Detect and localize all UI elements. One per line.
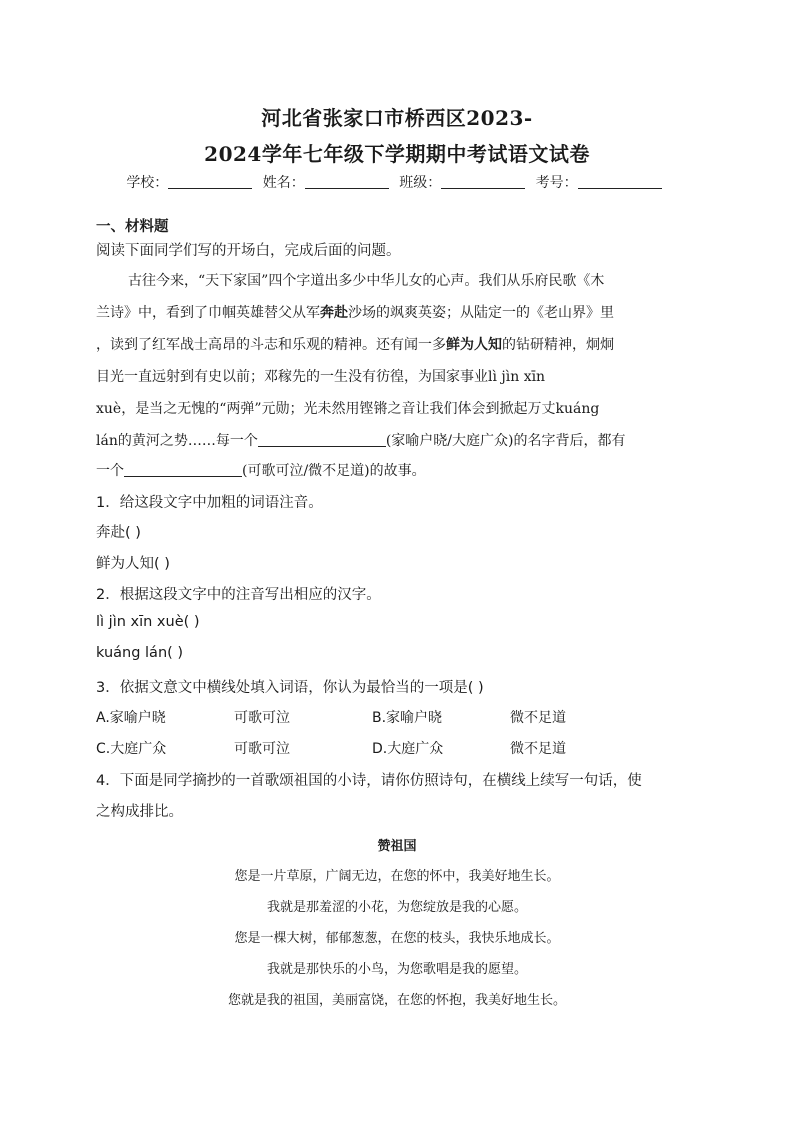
poem-line-4: 我就是那快乐的小鸟，为您歌唱是我的愿望。 [266, 962, 527, 977]
name-blank[interactable] [305, 174, 389, 189]
question-3: 3．依据文意文中横线处填入词语，你认为最恰当的一项是( ) [96, 680, 484, 696]
exam-no-blank[interactable] [578, 174, 662, 189]
poem-line-2: 我就是那羞涩的小花，为您绽放是我的心愿。 [266, 900, 527, 915]
question-4-line2: 之构成排比。 [96, 804, 183, 820]
option-a-word2: 可歌可泣 [234, 710, 290, 726]
question-4-line1: 4．下面是同学摘抄的一首歌颂祖国的小诗，请你仿照诗句，在横线上续写一句话，使 [96, 773, 642, 789]
passage-line-7 [96, 460, 426, 480]
name-label: 姓名： [262, 175, 305, 191]
poem-line-5: 您就是我的祖国，美丽富饶，在您的怀抱，我美好地生长。 [227, 993, 566, 1008]
passage-line-3 [96, 334, 614, 354]
question-2: 2．根据这段文字中的注音写出相应的汉字。 [96, 587, 381, 603]
passage-text: ，读到了红军战士高昂的斗志和乐观的精神。还有闻一多 [96, 337, 446, 353]
fill-blank-1[interactable] [258, 433, 386, 447]
poem-line-1: 您是一片草原，广阔无边，在您的怀中，我美好地生长。 [234, 869, 560, 884]
q2-item-lijinxinxue: lì jìn xīn xuè( ) [96, 614, 200, 630]
bold-word-benfu: 奔赴 [320, 305, 348, 321]
class-blank[interactable] [441, 174, 525, 189]
section-intro: 阅读下面同学们写的开场白，完成后面的问题。 [96, 243, 401, 259]
class-label: 班级： [399, 175, 442, 191]
exam-title-line1: 河北省张家口市桥西区2023- [261, 106, 533, 130]
passage-line-4: 目光一直远射到有史以前；邓稼先的一生没有彷徨，为国家事业lì jìn xīn [96, 369, 546, 385]
passage-text: 的钻研精神，炯炯 [502, 337, 614, 353]
passage-text: (可歌可泣/微不足道)的故事。 [242, 463, 426, 479]
passage-text: 兰诗》中，看到了巾帼英雄替父从军 [96, 305, 320, 321]
passage-text: 一个 [96, 463, 124, 479]
option-c-word1[interactable]: C.大庭广众 [96, 741, 167, 757]
school-label: 学校： [126, 175, 169, 191]
option-a-word1[interactable]: A.家喻户晓 [96, 710, 166, 726]
passage-text: 沙场的飒爽英姿；从陆定一的《老山界》里 [348, 305, 614, 321]
question-1: 1．给这段文字中加粗的词语注音。 [96, 495, 323, 511]
passage-line-1: 古往今来，“天下家国”四个字道出多少中华儿女的心声。我们从乐府民歌《木 [128, 273, 605, 289]
passage-line-2 [96, 302, 614, 322]
poem-title: 赞祖国 [377, 839, 417, 854]
option-b-word1[interactable]: B.家喻户晓 [372, 710, 443, 726]
bold-word-xianweirenzhi: 鲜为人知 [446, 337, 502, 353]
student-info-row [0, 172, 794, 192]
q2-item-kuanglan: kuáng lán( ) [96, 645, 184, 661]
passage-text: lán的黄河之势……每一个 [96, 433, 258, 449]
exam-no-label: 考号： [535, 175, 578, 191]
option-d-word2: 微不足道 [510, 741, 566, 757]
school-blank[interactable] [168, 174, 252, 189]
q1-item-xianweirenzhi: 鲜为人知( ) [96, 556, 170, 572]
section-heading: 一、材料题 [96, 219, 169, 235]
fill-blank-2[interactable] [124, 463, 242, 477]
q1-item-benfu: 奔赴( ) [96, 525, 141, 541]
option-c-word2: 可歌可泣 [234, 741, 290, 757]
passage-line-6 [96, 430, 625, 450]
option-d-word1[interactable]: D.大庭广众 [372, 741, 444, 757]
poem-line-3: 您是一棵大树，郁郁葱葱，在您的枝头，我快乐地成长。 [234, 931, 560, 946]
exam-title-line2: 2024学年七年级下学期期中考试语文试卷 [204, 142, 590, 166]
passage-text: (家喻户晓/大庭广众)的名字背后，都有 [385, 433, 626, 449]
option-b-word2: 微不足道 [510, 710, 566, 726]
passage-line-5: xuè，是当之无愧的“两弹”元勋；光未然用铿锵之音让我们体会到掀起万丈kuáng [96, 401, 600, 417]
